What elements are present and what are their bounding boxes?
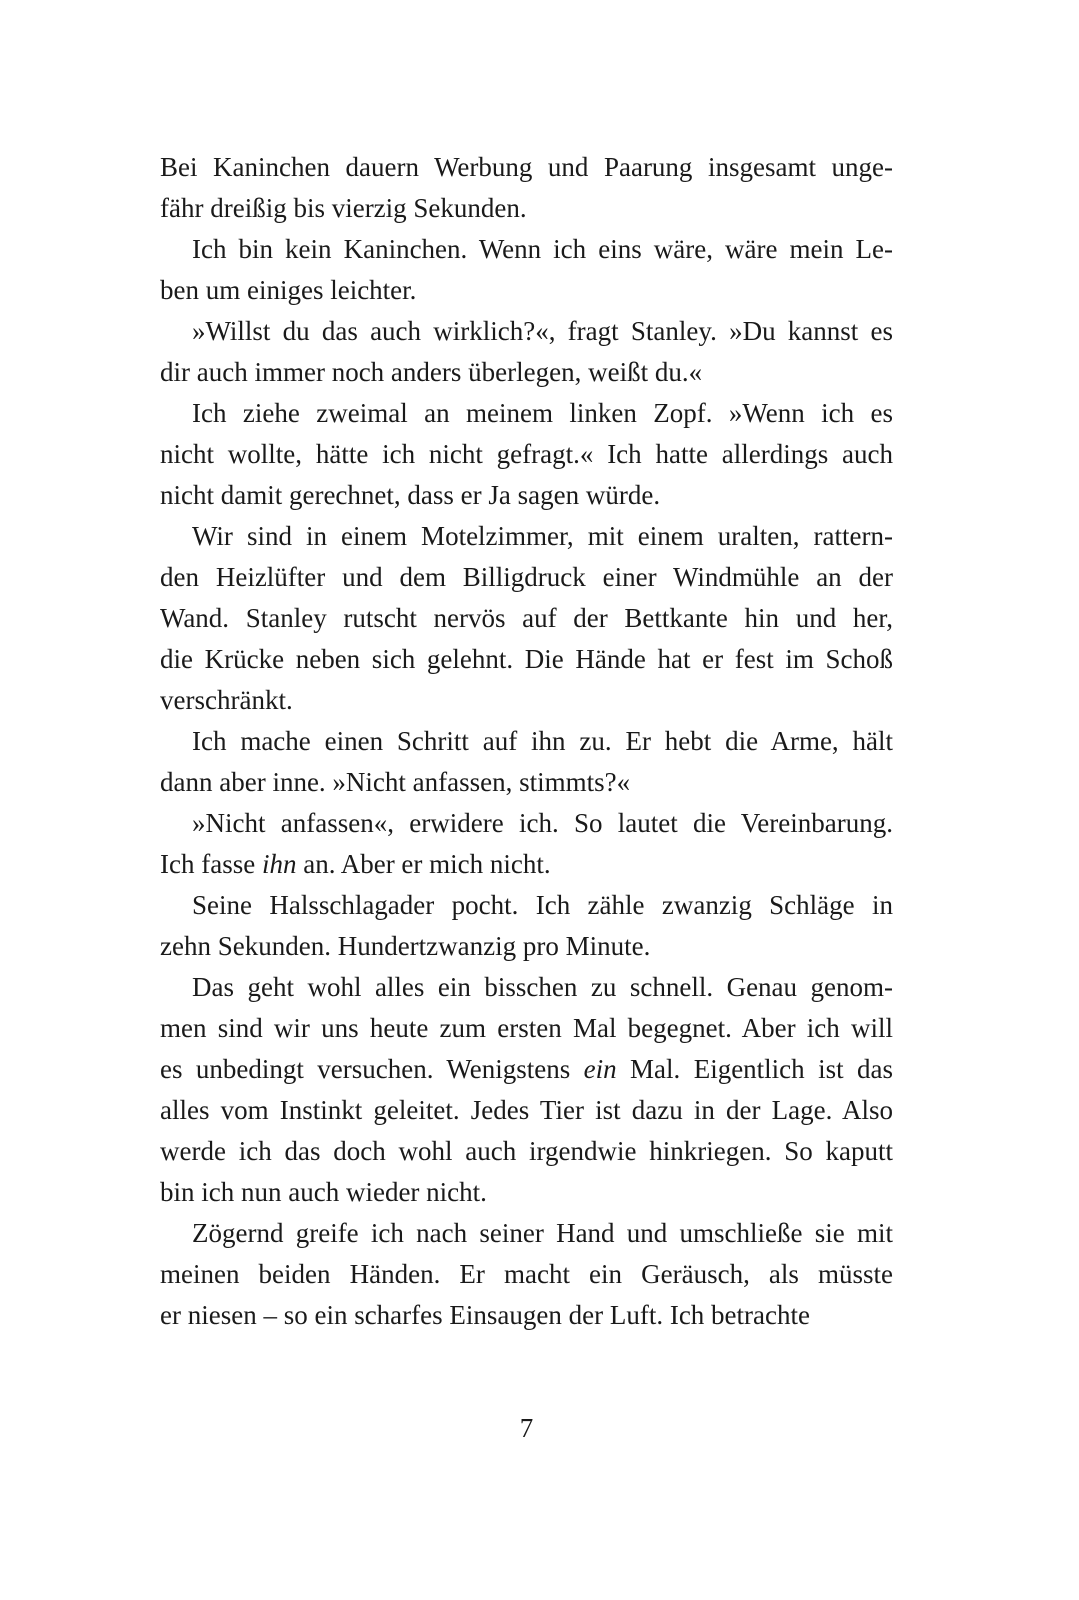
text-line bbox=[160, 844, 893, 885]
text-segment: zehn Sekunden. Hundertzwanzig pro Minute. bbox=[160, 931, 651, 961]
text-line bbox=[160, 393, 893, 434]
text-line bbox=[160, 434, 893, 475]
paragraph bbox=[160, 311, 893, 393]
text-segment: alles vom Instinkt geleitet. Jedes Tier ist dazu in der Lage. Also bbox=[160, 1095, 893, 1125]
text-line bbox=[160, 721, 893, 762]
paragraph bbox=[160, 1213, 893, 1336]
text-segment: meinen beiden Händen. Er macht ein Geräusch, als müsste bbox=[160, 1259, 893, 1289]
text-line bbox=[160, 803, 893, 844]
paragraph bbox=[160, 229, 893, 311]
text-line bbox=[160, 352, 893, 393]
text-line bbox=[160, 1131, 893, 1172]
text-segment: bin ich nun auch wieder nicht. bbox=[160, 1177, 487, 1207]
text-segment: Wir sind in einem Motelzimmer, mit einem uralten, rattern- bbox=[192, 521, 893, 551]
text-segment: werde ich das doch wohl auch irgendwie hinkriegen. So kaputt bbox=[160, 1136, 893, 1166]
text-line bbox=[160, 598, 893, 639]
text-line bbox=[160, 1295, 893, 1336]
text-line bbox=[160, 475, 893, 516]
text-segment: Zögernd greife ich nach seiner Hand und umschließe sie mit bbox=[192, 1218, 893, 1248]
text-segment: die Krücke neben sich gelehnt. Die Hände hat er fest im Schoß bbox=[160, 644, 893, 674]
text-line bbox=[160, 1172, 893, 1213]
text-line bbox=[160, 885, 893, 926]
text-line bbox=[160, 270, 893, 311]
paragraph bbox=[160, 885, 893, 967]
paragraph bbox=[160, 967, 893, 1213]
text-segment: ben um einiges leichter. bbox=[160, 275, 417, 305]
text-line bbox=[160, 311, 893, 352]
paragraph bbox=[160, 721, 893, 803]
text-line bbox=[160, 229, 893, 270]
page-number: 7 bbox=[519, 1413, 534, 1443]
text-segment: an. Aber er mich nicht. bbox=[296, 849, 551, 879]
text-segment: Wand. Stanley rutscht nervös auf der Bettkante hin und her, bbox=[160, 603, 893, 633]
text-segment: es unbedingt versuchen. Wenigstens bbox=[160, 1054, 584, 1084]
paragraph bbox=[160, 393, 893, 516]
text-line bbox=[160, 1254, 893, 1295]
text-line bbox=[160, 557, 893, 598]
text-line bbox=[160, 1008, 893, 1049]
text-segment: nicht damit gerechnet, dass er Ja sagen würde. bbox=[160, 480, 661, 510]
text-segment: den Heizlüfter und dem Billigdruck einer Windmühle an der bbox=[160, 562, 893, 592]
text-line bbox=[160, 1049, 893, 1090]
text-line bbox=[160, 147, 893, 188]
text-segment: Seine Halsschlagader pocht. Ich zähle zwanzig Schläge in bbox=[192, 890, 893, 920]
text-segment: Das geht wohl alles ein bisschen zu schnell. Genau genom- bbox=[192, 972, 893, 1002]
text-line bbox=[160, 680, 893, 721]
text-line bbox=[160, 639, 893, 680]
text-line bbox=[160, 516, 893, 557]
body-text bbox=[160, 147, 893, 1336]
text-segment: dir auch immer noch anders überlegen, weißt du.« bbox=[160, 357, 703, 387]
text-segment: Ich ziehe zweimal an meinem linken Zopf. »Wenn ich es bbox=[192, 398, 893, 428]
text-line bbox=[160, 1213, 893, 1254]
text-segment: Ich mache einen Schritt auf ihn zu. Er hebt die Arme, hält bbox=[192, 726, 893, 756]
text-line bbox=[160, 926, 893, 967]
text-segment: nicht wollte, hätte ich nicht gefragt.« Ich hatte allerdings auch bbox=[160, 439, 893, 469]
paragraph bbox=[160, 803, 893, 885]
text-segment: er niesen – so ein scharfes Einsaugen der Luft. Ich betrachte bbox=[160, 1300, 810, 1330]
paragraph bbox=[160, 147, 893, 229]
text-segment: Mal. Eigentlich ist das bbox=[616, 1054, 893, 1084]
text-line bbox=[160, 967, 893, 1008]
text-segment: Ich fasse bbox=[160, 849, 262, 879]
text-line bbox=[160, 762, 893, 803]
text-segment: Ich bin kein Kaninchen. Wenn ich eins wäre, wäre mein Le- bbox=[192, 234, 893, 264]
text-segment: fähr dreißig bis vierzig Sekunden. bbox=[160, 193, 527, 223]
text-line bbox=[160, 188, 893, 229]
italic-text: ihn bbox=[261, 849, 297, 879]
text-line bbox=[160, 1090, 893, 1131]
italic-text: ein bbox=[583, 1054, 617, 1084]
text-segment: »Willst du das auch wirklich?«, fragt Stanley. »Du kannst es bbox=[192, 316, 893, 346]
text-segment: men sind wir uns heute zum ersten Mal begegnet. Aber ich will bbox=[160, 1013, 893, 1043]
paragraph bbox=[160, 516, 893, 721]
text-segment: dann aber inne. »Nicht anfassen, stimmts?« bbox=[160, 767, 631, 797]
text-segment: Bei Kaninchen dauern Werbung und Paarung insgesamt unge- bbox=[160, 152, 893, 182]
text-segment: »Nicht anfassen«, erwidere ich. So lautet die Vereinbarung. bbox=[192, 808, 893, 838]
text-segment: verschränkt. bbox=[160, 685, 293, 715]
